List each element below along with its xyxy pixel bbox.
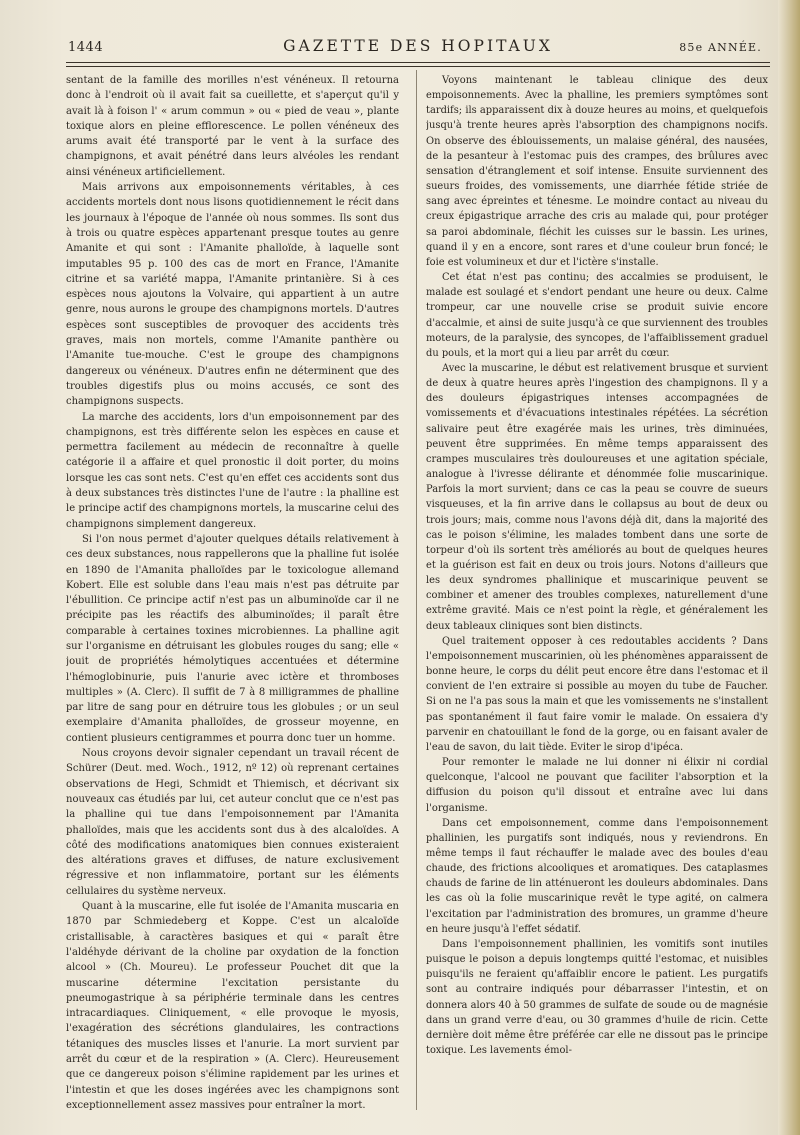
paragraph: Voyons maintenant le tableau clinique des deux empoisonnements. Avec la phalline, les premiers symptômes sont tardifs; ils apparaissent dix à douze heures au moins, et quelquefois jusqu'à trente heures après l'absorption des champignons nocifs. On observe des éblouissements, un malaise général, des nausées, de la pesanteur à l'estomac puis des crampes, des brûlures avec sensation d'étranglement et soif intense. Ensuite surviennent des sueurs froides, des vomissements, une diarrhée fétide striée de sang avec épreintes et ténesme. Le moindre contact au niveau du creux épigastrique arrache des cris au malade qui, pour protéger sa paroi abdominale, fléchit les cuisses sur le bassin. Les urines, quand il y en a encore, sont rares et d'une couleur brun foncé; le foie est volumineux et dur et l'ictère s'installe. <box>426 75 768 268</box>
right-column <box>426 73 768 1113</box>
journal-title: GAZETTE DES HOPITAUX <box>283 37 553 55</box>
page-edge-shadow <box>778 0 800 1135</box>
paragraph: Quel traitement opposer à ces redoutables accidents ? Dans l'empoisonnement muscarinien, où les phénomènes apparaissent de bonne heure, le corps du délit peut encore être dans l'estomac et il convient de l'en extraire si possible au moyen du tube de Faucher. Si on ne l'a pas sous la main et que les vomissements ne s'installent pas spontanément il faut faire vomir le malade. On essaiera d'y parvenir en chatouillant le fond de la gorge, ou en faisant avaler de l'eau de savon, du lait tiède. Eviter le sirop d'ipéca. <box>426 635 768 753</box>
running-header <box>68 36 768 58</box>
paragraph: Dans cet empoisonnement, comme dans l'empoisonnement phallinien, les purgatifs sont indiqués, nous y reviendrons. En même temps il faut réchauffer le malade avec des boules d'eau chaude, des frictions alcooliques et aromatiques. Des cataplasmes chauds de farine de lin atténueront les douleurs abdominales. Dans les cas où la folie muscarinique revêt le type agité, on calmera l'excitation par l'administration des bromures, un gramme d'heure en heure jusqu'à l'effet sédatif. <box>426 817 768 935</box>
header-rule-bottom <box>66 66 770 67</box>
paragraph: Mais arrivons aux empoisonnements véritables, à ces accidents mortels dont nous lisons quotidiennement le récit dans les journaux à l'époque de l'année où nous sommes. Ils sont dus à trois ou quatre espèces appartenant presque toutes au genre Amanite et qui sont : l'Amanite phalloïde, à laquelle sont imputables 95 p. 100 des cas de mort en France, l'Amanite citrine et sa variété mappa, l'Amanite printanière. Si à ces espèces nous ajoutons la Volvaire, qui appartient à un autre genre, nous aurons le groupe des champignons mortels. D'autres espèces sont susceptibles de provoquer des accidents très graves, mais non mortels, comme l'Amanite panthère ou l'Amanite tue-mouche. C'est le groupe des champignons dangereux ou vénéneux. D'autres enfin ne déterminent que des troubles digestifs plus ou moins accusés, ce sont des champignons suspects. <box>66 182 399 408</box>
column-divider <box>416 70 417 1110</box>
paragraph: sentant de la famille des morilles n'est vénéneux. Il retourna donc à l'endroit où il avait fait sa cueillette, et s'aperçut qu'il y avait là à foison l' « arum commun » ou « pied de veau », plante toxique alors en pleine efflorescence. Le pollen vénéneux des arums avait été transporté par le vent à la surface des champignons, et avait pénétré dans leurs alvéoles les rendant ainsi vénéneux artificiellement. <box>66 75 399 178</box>
header-rule-top <box>66 62 770 63</box>
page-number: 1444 <box>68 40 104 55</box>
paragraph: Dans l'empoisonnement phallinien, les vomitifs sont inutiles puisque le poison a depuis longtemps quitté l'estomac, et nuisibles puisqu'ils ne feraient qu'affaiblir encore le patient. Les purgatifs sont au contraire indiqués pour débarrasser l'intestin, et on donnera alors 40 à 50 grammes de sulfate de soude ou de magnésie dans un grand verre d'eau, ou 30 grammes d'huile de ricin. Cette dernière doit même être préférée car elle ne dissout pas le principe toxique. Les lavements émol- <box>426 938 768 1056</box>
paragraph: Pour remonter le malade ne lui donner ni élixir ni cordial quelconque, l'alcool ne pouvant que faciliter l'absorption et la diffusion du poison qu'il dissout et entraîne avec lui dans l'organisme. <box>426 757 768 814</box>
paragraph: Si l'on nous permet d'ajouter quelques détails relativement à ces deux substances, nous rappellerons que la phalline fut isolée en 1890 de l'Amanita phalloïdes par le toxicologue allemand Kobert. Elle est soluble dans l'eau mais n'est pas détruite par l'ébullition. Ce principe actif n'est pas un albuminoïde car il ne précipite pas les réactifs des albuminoïdes; il paraît être comparable à certaines toxines microbiennes. La phalline agit sur l'organisme en détruisant les globules rouges du sang; elle « jouit de propriétés hémolytiques accentuées et détermine l'hémoglobinurie, puis l'anurie avec ictère et thromboses multiples » (A. Clerc). Il suffit de 7 à 8 milligrammes de phalline par litre de sang pour en détruire tous les globules ; or un seul exemplaire d'Amanita phalloïdes, de grosseur moyenne, en contient plusieurs centigrammes et pourra donc tuer un homme. <box>66 533 399 744</box>
paragraph: Cet état n'est pas continu; des accalmies se produisent, le malade est soulagé et s'endort pendant une heure ou deux. Calme trompeur, car une nouvelle crise se produit suivie encore d'accalmie, et ainsi de suite jusqu'à ce que surviennent des troubles moteurs, de la paralysie, des syncopes, de l'affaiblissement graduel du pouls, et la mort qui a lieu par arrêt du cœur. <box>426 272 768 359</box>
paragraph: Nous croyons devoir signaler cependant un travail récent de Schürer (Deut. med. Woch., 1912, nº 12) où reprenant certaines observations de Hegi, Schmidt et Thiemisch, et décrivant six nouveaux cas étudiés par lui, cet auteur conclut que ce n'est pas la phalline qui tue dans l'empoisonnement par l'Amanita phalloïdes, mais que les accidents sont dus à des alcaloïdes. A côté des modifications anatomiques bien connues existeraient des altérations graves et diffuses, de nature exclusivement régressive et non inflammatoire, portant sur les éléments cellulaires du système nerveux. <box>66 748 399 897</box>
left-column <box>66 73 399 1113</box>
paragraph: La marche des accidents, lors d'un empoisonnement par des champignons, est très différente selon les espèces en cause et permettra facilement au médecin de reconnaître à quelle catégorie il a affaire et quel pronostic il doit porter, du moins lorsque les cas sont nets. C'est qu'en effet ces accidents sont dus à deux substances très distinctes l'une de l'autre : la phalline est le principe actif des champignons mortels, la muscarine celui des champignons simplement dangereux. <box>66 411 399 530</box>
paragraph: Quant à la muscarine, elle fut isolée de l'Amanita muscaria en 1870 par Schmiedeberg et Koppe. C'est un alcaloïde cristallisable, à caractères basiques et qui « paraît être l'aldéhyde dérivant de la choline par oxydation de la fonction alcool » (Ch. Moureu). Le professeur Pouchet dit que la muscarine détermine l'excitation persistante du pneumogastrique à sa périphérie terminale dans les centres intracardiaques. Cliniquement, « elle provoque le myosis, l'exagération des sécrétions glandulaires, les contractions tétaniques des muscles lisses et l'anurie. La mort survient par arrêt du cœur et de la respiration » (A. Clerc). Heureusement que ce dangereux poison s'élimine rapidement par les urines et l'intestin et que les doses ingérées avec les champignons sont exceptionnellement assez massives pour entraîner la mort. <box>66 901 399 1111</box>
paragraph: Avec la muscarine, le début est relativement brusque et survient de deux à quatre heures après l'ingestion des champignons. Il y a des douleurs épigastriques intenses accompagnées de vomissements et d'évacuations intestinales répétées. La sécrétion salivaire peut être exagérée mais les urines, très diminuées, peuvent être supprimées. En même temps apparaissent des crampes musculaires très douloureuses et une agitation spéciale, analogue à l'ivresse délirante et dénommée folie muscarinique. Parfois la mort survient; dans ce cas la peau se couvre de sueurs visqueuses, et la fin arrive dans le collapsus au bout de deux ou trois jours; mais, comme nous l'avons déjà dit, dans la majorité des cas le poison s'élimine, les malades tombent dans une sorte de torpeur d'où ils sortent très améliorés au bout de quelques heures et la guérison est fait en deux ou trois jours. Notons d'ailleurs que les deux syndromes phallinique et muscarinique peuvent se combiner et amener des troubles complexes, naturellement d'une extrême gravité. Mais ce n'est point la règle, et généralement les deux tableaux cliniques sont bien distincts. <box>426 362 768 632</box>
year-volume: 85e ANNÉE. <box>679 41 762 54</box>
